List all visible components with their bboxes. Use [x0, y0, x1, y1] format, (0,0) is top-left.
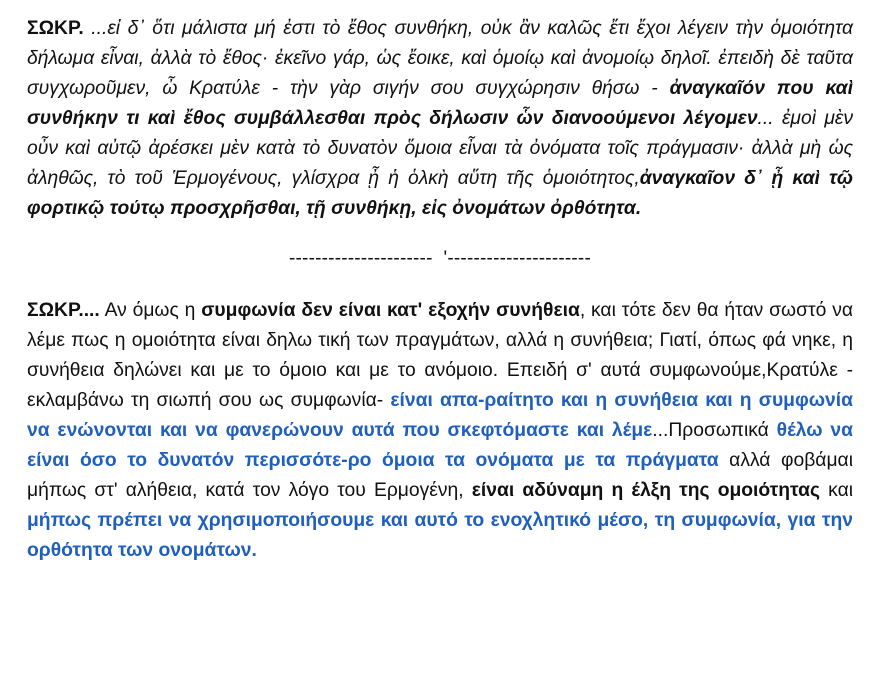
- greek-text-1: ...εἰ δ᾽ ὅτι μάλιστα μή ἐστι τὸ ἔθος συνθήκη, οὐκ ἂν καλῶς ἔτι ἔχοι λέγειν τὴν ὁμοιότητα δήλωμα εἶναι, ἀλλὰ τὸ ἔθος· ἐκεῖνο γάρ, ὡς ἔοικε, καὶ ὁμοίῳ καὶ ἀνομοίῳ δηλοῖ. ἐπειδὴ δὲ ταῦτα συγχωροῦμεν, ὦ Κρατύλε - τὴν γὰρ σιγήν σου συγχώρησιν θήσω -: [27, 18, 853, 99]
- modern-blue-2: θέλω να είναι όσο το δυνατόν περισσότε-ρο όμοια τα ονόματα με τα πράγματα: [27, 420, 853, 471]
- modern-bold-1: συμφωνία δεν είναι κατ' εξοχήν συνήθεια: [201, 300, 580, 321]
- modern-blue-1: είναι απα-ραίτητο και η συνήθεια και η συμφωνία να ενώνονται και να φανερώνουν αυτά που σκεφτόμαστε και λέμε: [27, 390, 853, 441]
- modern-text-2: , και τότε δεν θα ήταν σωστό να λέμε πως η ομοιότητα είναι δηλω τική των πραγμάτων, αλλά η συνήθεια; Γιατί, όπως φά νηκε, η συνήθεια δηλώνει και με το όμοιο και με το ανόμοιο. Επειδή σ' αυτά συμφωνούμε,Κρατύλε - εκλαμβάνω τη σιωπή σου ως συμφωνία-: [27, 300, 853, 411]
- modern-bold-2: είναι αδύναμη η έλξη της ομοιότητας: [471, 480, 820, 501]
- greek-bold-2: ἀναγκαῖον δ᾽ ᾖ καὶ τῷ φορτικῷ τούτῳ προσχρῆσθαι, τῇ συνθήκῃ, εἰς ὀνομάτων ὀρθότητα.: [27, 168, 853, 219]
- modern-greek-paragraph: [27, 296, 853, 566]
- ancient-greek-paragraph: [27, 14, 853, 224]
- modern-text-3: ...Προσωπικά: [652, 420, 777, 441]
- section-separator: ---------------------- '----------------------: [289, 248, 591, 269]
- modern-text-5: και: [820, 480, 854, 501]
- modern-text-4: αλλά φοβάμαι μήπως στ' αλήθεια, κατά τον λόγο του Ερμογένη,: [27, 450, 853, 501]
- greek-text-2: ... ἐμοὶ μὲν οὖν καὶ αὐτῷ ἀρέσκει μὲν κατὰ τὸ δυνατὸν ὅμοια εἶναι τὰ ὀνόματα τοῖς πράγμασιν· ἀλλὰ μὴ ὡς ἀληθῶς, τὸ τοῦ Ἑρμογένους, γλίσχρα ᾖ ἡ ὁλκὴ αὕτη τῆς ὁμοιότητος,: [27, 108, 853, 189]
- speaker-label-greek: ΣΩΚΡ.: [27, 18, 84, 39]
- modern-blue-3: μήπως πρέπει να χρησιμοποιήσουμε και αυτό το ενοχλητικό μέσο, τη συμφωνία, για την ορθότητα των ονομάτων.: [27, 510, 853, 561]
- greek-bold-1: ἀναγκαῖόν που καὶ συνθήκην τι καὶ ἔθος συμβάλλεσθαι πρὸς δήλωσιν ὧν διανοούμενοι λέγομεν: [27, 78, 853, 129]
- modern-text-1: Αν όμως η: [99, 300, 202, 321]
- document-body: [27, 14, 853, 566]
- speaker-label-modern: ΣΩΚΡ....: [27, 300, 100, 321]
